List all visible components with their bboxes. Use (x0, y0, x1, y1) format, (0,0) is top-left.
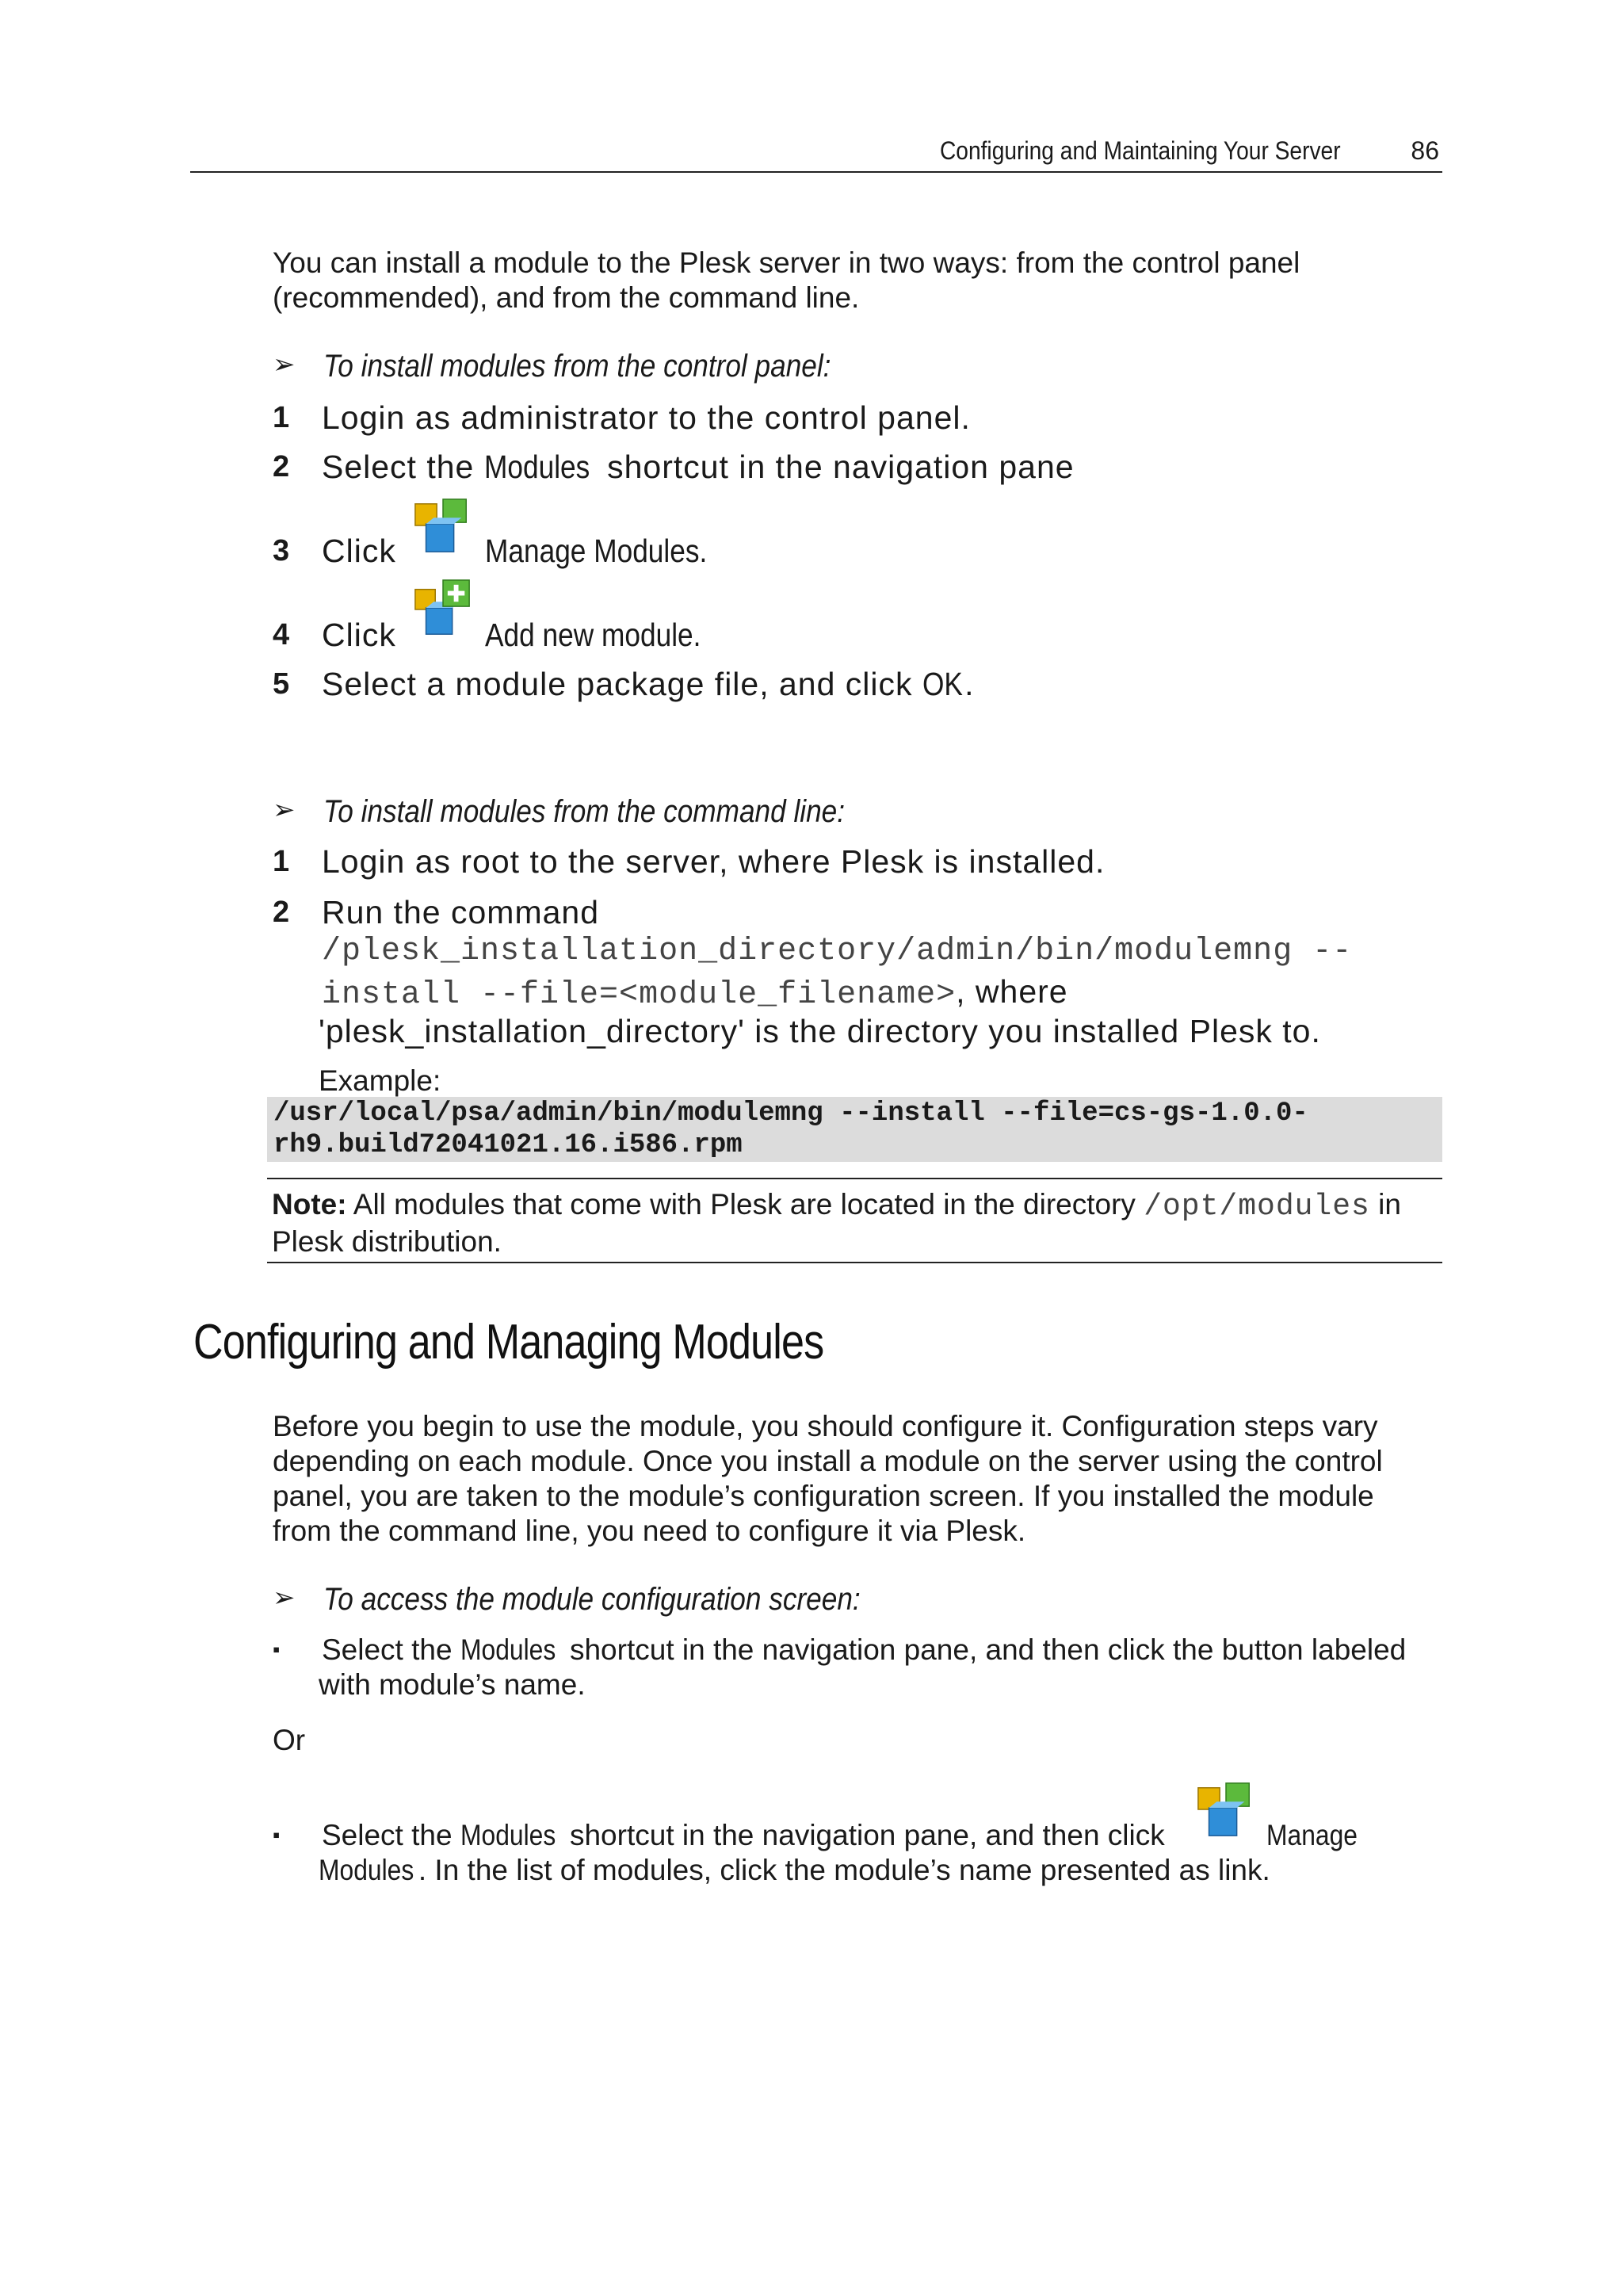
bullet-text-line2 (319, 1853, 1270, 1888)
ui-term-modules: Modules (460, 1819, 556, 1851)
bullet-text: with module’s name. (319, 1668, 586, 1701)
bullet-text: shortcut in the navigation pane, and then click (561, 1819, 1165, 1851)
note-box (267, 1178, 1442, 1263)
note-body: All modules that come with Plesk are located in the directory (346, 1188, 1144, 1221)
arrow-marker: ➢ (273, 795, 296, 825)
step-text: Click (322, 617, 396, 653)
bullet-item (322, 1633, 1406, 1668)
arrow-marker: ➢ (273, 350, 296, 380)
step-text-part: , where (956, 973, 1068, 1010)
ui-term-modules: Modules (319, 1854, 414, 1886)
running-title: Configuring and Maintaining Your Server (940, 136, 1341, 165)
step-number: 4 (273, 618, 290, 651)
step-text-part: Select a module package file, and click (322, 666, 922, 702)
bullet-marker: ▪ (273, 1823, 281, 1847)
bullet-text: shortcut in the navigation pane, and then click the button labeled (561, 1633, 1407, 1666)
manage-modules-icon (1195, 1780, 1257, 1842)
step-text: Login as administrator to the control panel. (322, 399, 971, 436)
note-text (272, 1187, 1437, 1259)
note-label: Note: (272, 1188, 347, 1221)
note-body: in (1369, 1188, 1401, 1221)
bullet-marker: ▪ (273, 1637, 281, 1661)
ui-term-modules: Modules (483, 449, 590, 485)
step-number: 1 (273, 401, 290, 434)
bullet-text: Select the (322, 1819, 460, 1851)
code-line: /usr/local/psa/admin/bin/modulemng --install --file=cs-gs-1.0.0- (273, 1098, 1308, 1129)
section-body-line: from the command line, you need to configure it via Plesk. (273, 1515, 1026, 1547)
step-text-part: Select the (322, 449, 484, 485)
procedure-heading: To access the module configuration screen: (323, 1582, 861, 1617)
ui-term-ok: OK (922, 666, 963, 702)
section-body (273, 1409, 1445, 1549)
step-term (485, 617, 736, 654)
ui-term-modules: Modules (460, 1633, 556, 1666)
section-body-line: Before you begin to use the module, you should configure it. Configuration steps vary (273, 1410, 1378, 1442)
ui-term-add-new-module: Add new module. (485, 617, 701, 653)
section-body-line: depending on each module. Once you install a module on the server using the control (273, 1445, 1383, 1477)
manage-modules-icon (412, 496, 474, 558)
arrow-marker: ➢ (273, 1583, 296, 1613)
step-text-part: shortcut in the navigation pane (597, 449, 1075, 485)
ui-term-manage-modules: Manage Modules. (485, 533, 708, 569)
step-text: Login as root to the server, where Plesk is installed. (322, 843, 1106, 880)
procedure-heading: To install modules from the command line: (323, 794, 846, 829)
command-line-1: /plesk_installation_directory/admin/bin/modulemng -- (322, 934, 1353, 969)
command-explanation: 'plesk_installation_directory' is the directory you installed Plesk to. (319, 1013, 1321, 1049)
procedure-heading: To install modules from the control panel: (323, 349, 831, 384)
ui-term-manage: Manage (1266, 1819, 1358, 1851)
step-term (485, 533, 743, 570)
step-text-part: . (964, 666, 975, 702)
bullet-item (322, 1818, 1165, 1853)
note-path: /opt/modules (1144, 1190, 1370, 1224)
bullet-text: Select the (322, 1633, 460, 1666)
code-example (267, 1097, 1442, 1162)
page-number: 86 (1411, 136, 1439, 165)
intro-paragraph: You can install a module to the Plesk server in two ways: from the control panel (recommended), and from the command line. (273, 246, 1300, 314)
step-number: 2 (273, 896, 290, 929)
bullet-text: . In the list of modules, click the module’s name presented as link. (418, 1854, 1270, 1886)
bullet-term (1266, 1818, 1373, 1853)
step-text (322, 666, 975, 703)
section-title: Configuring and Managing Modules (193, 1315, 824, 1370)
step-number: 1 (273, 845, 290, 878)
step-number: 3 (273, 534, 290, 567)
code-line: rh9.build72041021.16.i586.rpm (273, 1130, 743, 1160)
step-text (322, 449, 1075, 486)
step-text: Click (322, 533, 396, 569)
or-separator: Or (273, 1724, 306, 1756)
running-header (190, 135, 1442, 173)
command-code: install --file=<module_filename> (322, 977, 957, 1013)
note-body: Plesk distribution. (272, 1225, 502, 1258)
step-number: 5 (273, 667, 290, 701)
example-label: Example: (319, 1064, 441, 1097)
add-module-icon (412, 579, 474, 640)
section-body-line: panel, you are taken to the module’s configuration screen. If you installed the module (273, 1480, 1374, 1512)
command-line-2 (322, 973, 1068, 1013)
step-text: Run the command (322, 894, 600, 930)
step-number: 2 (273, 450, 290, 483)
